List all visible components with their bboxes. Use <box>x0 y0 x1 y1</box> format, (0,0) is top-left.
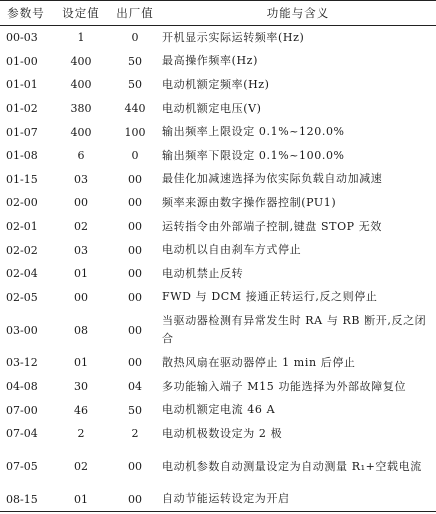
param-cell: 02-01 <box>6 220 38 234</box>
table-row <box>0 73 436 97</box>
set-value-cell: 02 <box>74 220 88 234</box>
description-cell: 运转指令由外部端子控制,键盘 STOP 无效 <box>162 219 382 233</box>
table-row <box>0 488 436 512</box>
set-value-cell: 03 <box>74 243 88 257</box>
description-cell: 电动机额定电压(V) <box>162 101 262 115</box>
default-value-cell: 04 <box>128 380 142 394</box>
set-value-cell: 400 <box>70 125 92 139</box>
default-value-cell: 00 <box>128 172 142 186</box>
default-value-cell: 0 <box>131 31 139 45</box>
default-value-cell: 00 <box>128 196 142 210</box>
set-value-cell: 400 <box>70 54 92 68</box>
table-row <box>0 191 436 215</box>
param-cell: 08-15 <box>0 488 52 512</box>
table-row <box>0 168 436 192</box>
default-value-cell: 100 <box>124 125 146 139</box>
description-cell: 电动机禁止反转 <box>162 266 244 280</box>
param-cell: 01-02 <box>6 102 38 116</box>
param-cell: 01-07 <box>6 125 38 139</box>
description-cell: 电动机以自由刹车方式停止 <box>162 243 302 257</box>
set-value-cell: 00 <box>74 196 88 210</box>
header-set-value: 设定值 <box>52 1 110 26</box>
param-cell: 02-04 <box>6 267 38 281</box>
description-cell: 频率来源由数字操作器控制(PU1) <box>162 195 337 209</box>
set-value-cell: 380 <box>70 102 92 116</box>
default-value-cell: 00 <box>128 220 142 234</box>
description-cell: 最佳化加减速选择为依实际负载自动加减速 <box>162 172 383 186</box>
set-value-cell: 400 <box>70 78 92 92</box>
header-param: 参数号 <box>0 1 52 26</box>
table-header <box>0 1 436 26</box>
table-row <box>0 50 436 74</box>
param-cell: 02-02 <box>6 243 38 257</box>
set-value-cell: 2 <box>77 427 85 441</box>
default-value-cell: 50 <box>128 403 142 417</box>
description-cell: FWD 与 DCM 接通正转运行,反之则停止 <box>162 290 378 304</box>
param-cell: 02-05 <box>6 290 38 304</box>
set-value-cell: 01 <box>74 267 88 281</box>
description-cell: 电动机额定频率(Hz) <box>162 77 270 91</box>
default-value-cell: 00 <box>128 290 142 304</box>
table-row <box>0 375 436 399</box>
param-cell: 01-08 <box>6 149 38 163</box>
table-row <box>0 120 436 144</box>
param-cell: 03-00 <box>6 323 38 337</box>
default-value-cell: 50 <box>128 78 142 92</box>
param-cell: 07-05 <box>6 460 38 473</box>
description-cell: 当驱动器检测有异常发生时 RA 与 RB 断开,反之闭合 <box>162 314 427 346</box>
table-body <box>0 26 436 512</box>
param-cell: 03-12 <box>6 356 38 370</box>
param-cell: 01-01 <box>6 78 38 92</box>
default-value-cell: 00 <box>110 488 160 512</box>
default-value-cell: 00 <box>128 267 142 281</box>
set-value-cell: 6 <box>77 149 85 163</box>
default-value-cell: 00 <box>128 356 142 370</box>
description-cell: 输出频率下限设定 0.1%~100.0% <box>162 148 345 162</box>
set-value-cell: 03 <box>74 172 88 186</box>
table-row <box>0 238 436 262</box>
description-cell: 散热风扇在驱动器停止 1 min 后停止 <box>162 355 356 369</box>
table-row <box>0 422 436 446</box>
description-cell: 多功能输入端子 M15 功能选择为外部故障复位 <box>162 379 407 393</box>
param-cell: 00-03 <box>6 31 38 45</box>
set-value-cell: 30 <box>74 380 88 394</box>
default-value-cell: 00 <box>128 323 142 337</box>
set-value-cell: 1 <box>77 31 85 45</box>
param-cell: 01-15 <box>6 172 38 186</box>
default-value-cell: 2 <box>131 427 139 441</box>
table-row <box>0 446 436 488</box>
set-value-cell: 08 <box>74 323 88 337</box>
table-row <box>0 286 436 310</box>
description-cell: 最高操作频率(Hz) <box>162 54 258 68</box>
default-value-cell: 440 <box>124 102 146 116</box>
table-row <box>0 351 436 375</box>
description-cell: 自动节能运转设定为开启 <box>160 488 436 512</box>
set-value-cell: 00 <box>74 290 88 304</box>
param-cell: 02-00 <box>6 196 38 210</box>
table-row <box>0 215 436 239</box>
default-value-cell: 50 <box>128 54 142 68</box>
description-cell: 电动机极数设定为 2 极 <box>162 426 283 440</box>
set-value-cell: 02 <box>74 460 88 473</box>
table-row <box>0 398 436 422</box>
param-cell: 04-08 <box>6 380 38 394</box>
description-cell: 开机显示实际运转频率(Hz) <box>162 30 305 44</box>
header-description: 功能与含义 <box>160 1 436 26</box>
table-row <box>0 26 436 50</box>
default-value-cell: 00 <box>128 243 142 257</box>
table-row <box>0 144 436 168</box>
table-row <box>0 97 436 121</box>
description-cell: 电动机额定电流 46 A <box>162 403 276 417</box>
table-row <box>0 309 436 351</box>
set-value-cell: 01 <box>74 356 88 370</box>
description-cell: 输出频率上限设定 0.1%~120.0% <box>162 125 345 139</box>
param-cell: 07-04 <box>6 427 38 441</box>
param-cell: 01-00 <box>6 54 38 68</box>
header-row <box>0 1 436 26</box>
default-value-cell: 0 <box>131 149 139 163</box>
set-value-cell: 01 <box>52 488 110 512</box>
default-value-cell: 00 <box>128 460 142 473</box>
set-value-cell: 46 <box>74 403 88 417</box>
description-cell: 电动机参数自动测量设定为自动测量 R₁+空载电流 <box>162 459 422 473</box>
param-cell: 07-00 <box>6 403 38 417</box>
table-row <box>0 262 436 286</box>
header-default-value: 出厂值 <box>110 1 160 26</box>
